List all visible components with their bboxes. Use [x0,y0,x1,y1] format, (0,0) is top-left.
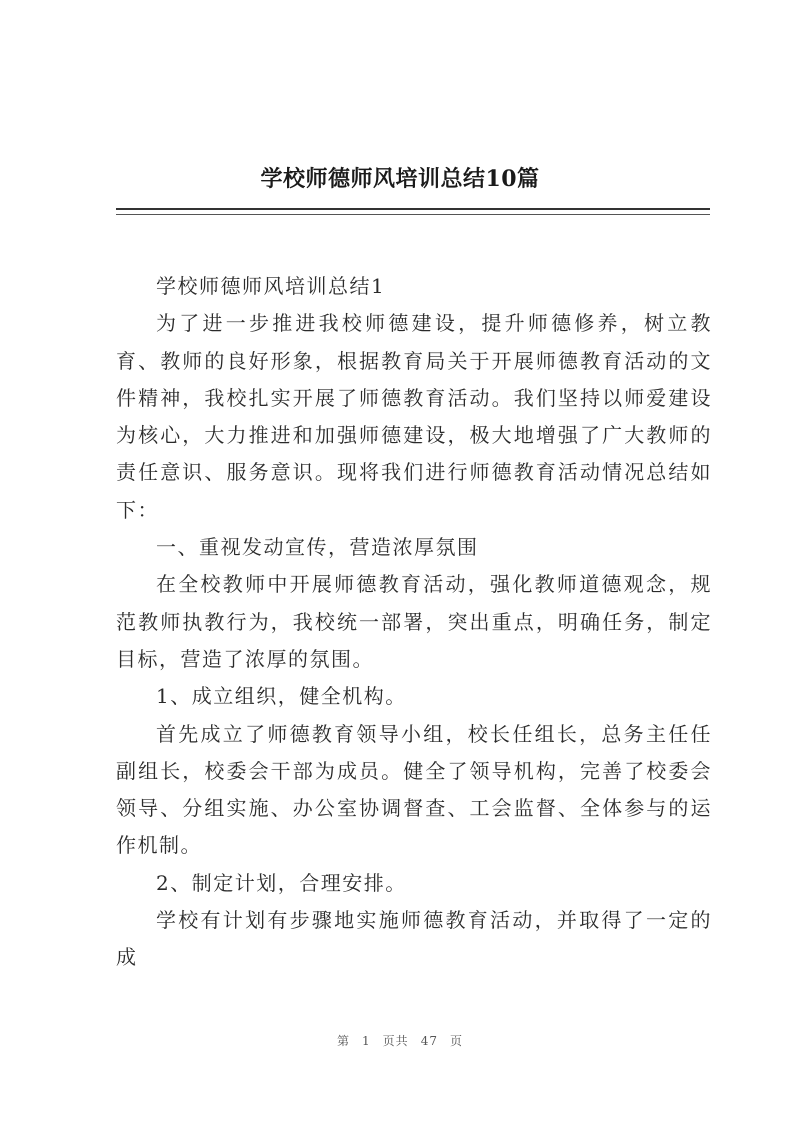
body-paragraph: 在全校教师中开展师德教育活动，强化教师道德观念，规范教师执教行为，我校统一部署，突出重点，明确任务，制定目标，营造了浓厚的氛围。 [116,572,712,671]
footer-label-total: 页共 [382,1034,409,1048]
title-divider-thin [116,214,710,215]
body-paragraph: 为了进一步推进我校师德建设，提升师德修养，树立教育、教师的良好形象，根据教育局关于开展师德教育活动的文件精神，我校扎实开展了师德教育活动。我们坚持以师爱建设为核心，大力推进和加强师德建设，极大地增强了广大教师的责任意识、服务意识。现将我们进行师德教育活动情况总结如下： [116,311,712,522]
list-item-heading: 1、成立组织，健全机构。 [156,684,407,709]
footer-total-pages: 47 [420,1034,438,1048]
body-paragraph: 学校有计划有步骤地实施师德教育活动，并取得了一定的成 [116,908,712,970]
document-body [116,268,712,977]
title-divider [116,208,710,210]
list-item-heading: 2、制定计划，合理安排。 [156,870,407,895]
subsection-heading: 一、重视发动宣传，营造浓厚氛围 [156,535,479,560]
page-title: 学校师德师风培训总结10篇 [260,166,540,192]
body-paragraph: 首先成立了师德教育领导小组，校长任组长，总务主任任副组长，校委会干部为成员。健全了领导机构，完善了校委会领导、分组实施、办公室协调督查、工会监督、全体参与的运作机制。 [116,721,712,858]
section-heading: 学校师德师风培训总结1 [156,274,386,298]
page-footer [0,1032,800,1049]
footer-current-page: 1 [362,1034,371,1048]
footer-label-end: 页 [449,1034,463,1048]
footer-label-page: 第 [337,1034,351,1048]
